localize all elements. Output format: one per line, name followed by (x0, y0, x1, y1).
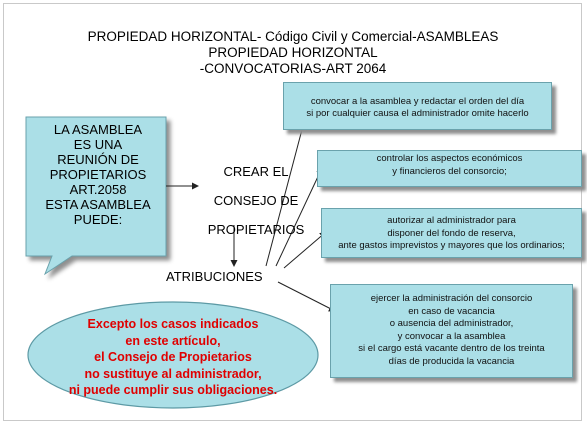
callout-line: ART.2058 (69, 182, 127, 197)
callout-line: PUEDE: (73, 212, 123, 227)
title-line: -CONVOCATORIAS-ART 2064 (199, 61, 387, 76)
crear-consejo-label (196, 157, 316, 244)
slide-title (40, 29, 546, 77)
callout-line: REUNIÓN DE (57, 152, 139, 167)
box-line: ante gastos imprevistos y mayores que los ordinarios; (338, 240, 565, 251)
attribution-box-3 (321, 208, 582, 258)
box-line: días de producida la vacancia (388, 355, 515, 367)
callout-text (32, 122, 164, 227)
oval-note-text (42, 316, 304, 399)
crear-line: PROPIETARIOS (207, 222, 305, 237)
callout-line: LA ASAMBLEA (53, 122, 143, 137)
crear-line: CREAR EL (223, 164, 289, 179)
oval-line: ni puede cumplir sus obligaciones. (68, 383, 278, 397)
attribution-box-2 (317, 150, 582, 187)
box-line: convocar a la asamblea y redactar el orden del día (310, 96, 525, 107)
crear-line: CONSEJO DE (213, 193, 299, 208)
box-line: y convocar a la asamblea (397, 330, 506, 342)
title-line: PROPIEDAD HORIZONTAL (208, 45, 378, 60)
callout-line: PROPIETARIOS (49, 167, 147, 182)
arrow-to-box-4 (278, 282, 335, 311)
box-line: si el cargo está vacante dentro de los treinta (358, 343, 545, 354)
title-line: PROPIEDAD HORIZONTAL- Código Civil y Comercial-ASAMBLEAS (87, 29, 499, 44)
callout-line: ESTA ASAMBLEA (45, 197, 151, 212)
box-line: o ausencia del administrador, (389, 318, 514, 329)
oval-line: no sustituye al administrador, (84, 366, 262, 381)
box-line: autorizar al administrador para (387, 215, 516, 226)
oval-line: el Consejo de Propietarios (94, 350, 252, 364)
box-line: si por cualquier causa el administrador omite hacerlo (306, 108, 529, 119)
callout-line: ES UNA (73, 137, 123, 152)
box-line: y financieros del consorcio; (392, 165, 507, 177)
box-line: en caso de vacancia (408, 305, 495, 317)
atribuciones-label: ATRIBUCIONES (166, 269, 263, 284)
attribution-box-1 (283, 82, 552, 130)
oval-line: en este artículo, (125, 333, 221, 348)
box-line: ejercer la administración del consorcio (370, 293, 533, 304)
box-line: disponer del fondo de reserva, (387, 227, 516, 239)
oval-line: Excepto los casos indicados (87, 317, 259, 331)
attribution-box-4 (330, 284, 573, 378)
box-line: controlar los aspectos económicos (376, 153, 523, 164)
